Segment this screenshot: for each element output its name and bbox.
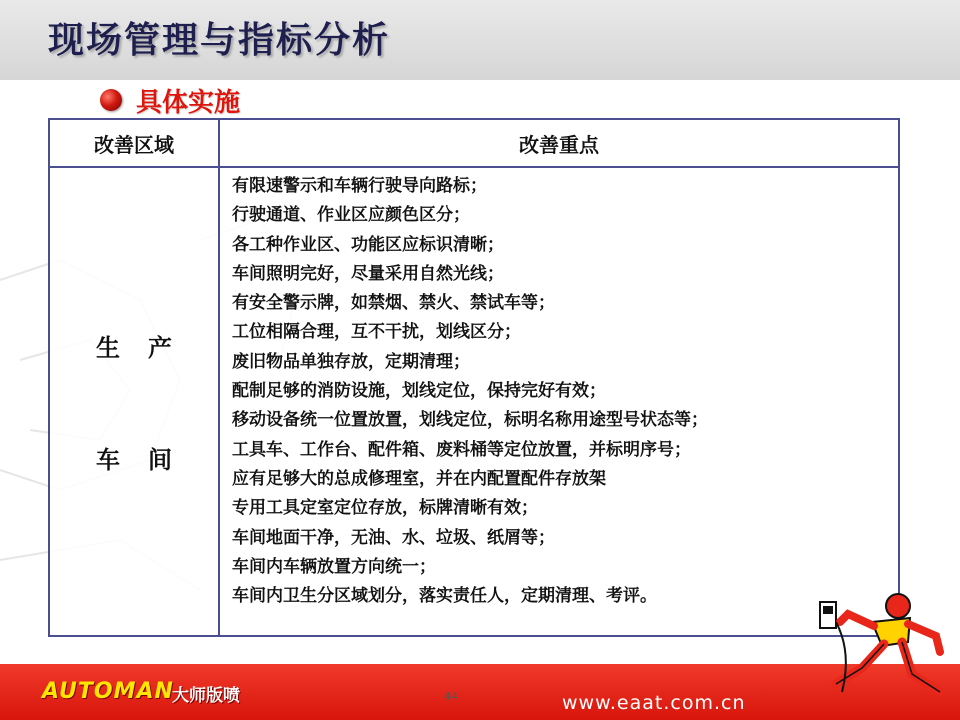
area-line-2: 车间	[96, 446, 200, 474]
focus-point: 行驶通道、作业区应颜色区分；	[232, 205, 470, 226]
brand-logo-cn: 大师版喷	[172, 686, 240, 706]
focus-point: 车间内卫生分区域划分，落实责任人，定期清理、考评。	[232, 586, 657, 607]
area-line-1: 生产	[96, 334, 200, 362]
focus-point: 工具车、工作台、配件箱、废料桶等定位放置，并标明序号；	[232, 439, 691, 460]
area-cell	[50, 168, 220, 635]
focus-point: 配制足够的消防设施，划线定位，保持完好有效；	[232, 381, 606, 402]
focus-point: 移动设备统一位置放置，划线定位，标明名称用途型号状态等；	[232, 410, 708, 431]
focus-point: 车间内车辆放置方向统一；	[232, 556, 436, 577]
website-url: www.eaat.com.cn	[562, 692, 746, 714]
table-header-row	[50, 120, 898, 168]
focus-point: 有限速警示和车辆行驶导向路标；	[232, 176, 487, 196]
bullet-dot-icon	[100, 89, 122, 111]
slide-title: 现场管理与指标分析	[48, 20, 391, 61]
focus-point: 各工种作业区、功能区应标识清晰；	[232, 234, 504, 255]
focus-point: 有安全警示牌，如禁烟、禁火、禁试车等；	[232, 293, 555, 314]
focus-point: 专用工具定室定位存放，标牌清晰有效；	[232, 498, 538, 519]
improvement-table	[48, 118, 900, 637]
focus-point: 车间照明完好，尽量采用自然光线；	[232, 263, 504, 284]
running-man-mascot-icon	[812, 592, 952, 712]
focus-point: 废旧物品单独存放，定期清理；	[232, 351, 470, 372]
focus-point: 应有足够大的总成修理室，并在内配置配件存放架	[232, 468, 606, 489]
header-focus: 改善重点	[519, 132, 599, 157]
page-number: 44	[444, 690, 458, 703]
focus-cell	[232, 172, 892, 611]
section-heading-label: 具体实施	[136, 87, 241, 118]
focus-point: 工位相隔合理，互不干扰，划线区分；	[232, 322, 521, 343]
brand-logo: AUTOMAN	[42, 679, 174, 704]
header-area: 改善区域	[50, 120, 220, 166]
section-heading	[100, 84, 240, 116]
focus-point: 车间地面干净，无油、水、垃圾、纸屑等；	[232, 527, 555, 548]
